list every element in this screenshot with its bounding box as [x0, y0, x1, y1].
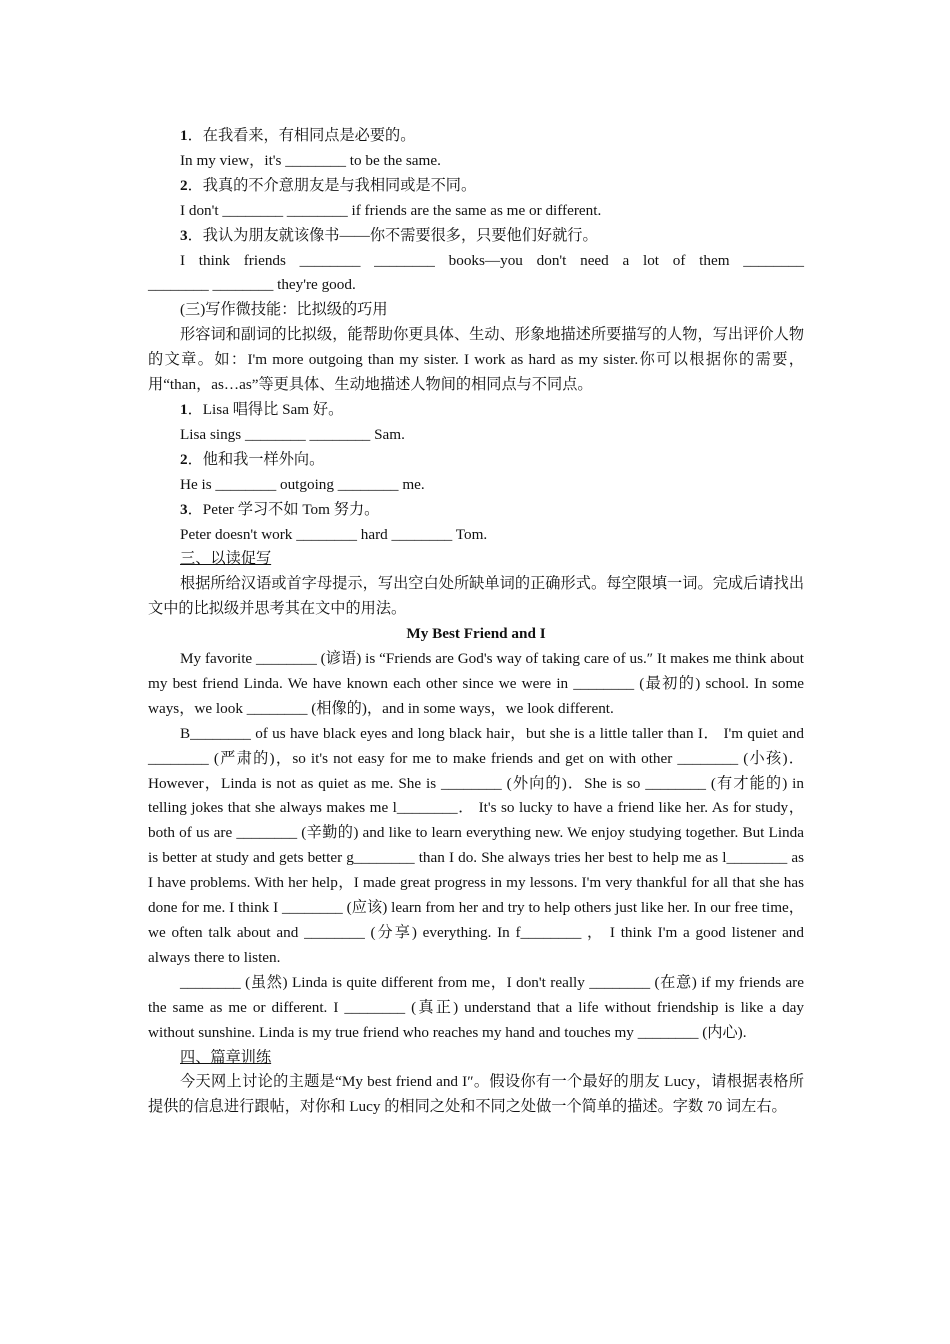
compare-item-3-cn: 3．Peter 学习不如 Tom 努力。: [180, 500, 380, 518]
translation-item-1-en: In my view，it's ________ to be the same.: [180, 151, 441, 169]
writing-skill-title: (三)写作微技能：比拟级的巧用: [180, 301, 388, 319]
compare-item-3-en: Peter doesn't work ________ hard ________ Tom.: [180, 525, 488, 543]
section-4-task: 今天网上讨论的主题是“My best friend and I″。假设你有一个最好的朋友 Lucy，请根据表格所提供的信息进行跟帖，对你和 Lucy 的相同之处和不同之处做一个简单的描述。字数 70 词左右。: [148, 1073, 804, 1116]
compare-item-1-en: Lisa sings ________ ________ Sam.: [180, 425, 405, 443]
translation-item-3-en-line1: I think friends ________ ________ books—you don't need a lot of them ________: [180, 251, 804, 269]
passage-title: My Best Friend and I: [406, 625, 546, 643]
passage-paragraph-3: ________ (虽然) Linda is quite different from me，I don't really ________ (在意) if my friends are the same as me or different. I ________ (真正) understand that a life without friendship is like a day without sunshine. Linda is my true friend who reaches my hand and touches my ________ (内心).: [148, 973, 804, 1041]
compare-item-2-en: He is ________ outgoing ________ me.: [180, 475, 425, 493]
translation-item-3-en-line2: ________ ________ they're good.: [148, 276, 356, 294]
compare-item-2-cn: 2．他和我一样外向。: [180, 450, 325, 468]
translation-item-2-cn: 2．我真的不介意朋友是与我相同或是不同。: [180, 176, 477, 194]
section-3-instructions: 根据所给汉语或首字母提示，写出空白处所缺单词的正确形式。每空限填一词。完成后请找出文中的比拟级并思考其在文中的用法。: [148, 575, 804, 618]
translation-item-2-en: I don't ________ ________ if friends are the same as me or different.: [180, 201, 602, 219]
document-content: [148, 124, 804, 1120]
passage-paragraph-1: My favorite ________ (谚语) is “Friends are God's way of taking care of us.″ It makes me think about my best friend Linda. We have known each other since we were in ________ (最初的) school. In some ways，we look ________ (相像的)，and in some ways，we look different.: [148, 650, 804, 717]
translation-item-1-cn: 1．在我看来，有相同点是必要的。: [180, 127, 416, 144]
section-4-heading: 四、篇章训练: [180, 1048, 272, 1066]
translation-item-3-cn: 3．我认为朋友就该像书——你不需要很多，只要他们好就行。: [180, 226, 598, 244]
passage-paragraph-2: B________ of us have black eyes and long black hair，but she is a little taller than I． I'm quiet and ________ (严肃的)，so it's not easy for me to make friends and get on with other ________ (小孩)．However，Linda is not as quiet as me. She is ________ (外向的)．She is so ________ (有才能的) in telling jokes that she always makes me l________． It's so lucky to have a friend like her. As for study， both of us are ________ (辛勤的) and like to learn everything new. We enjoy studying together. But Linda is better at study and gets better g________ than I do. She always tries her best to help me as l________ as I have problems. With her help，I made great progress in my lessons. I'm very thankful for all that she has done for me. I think I ________ (应该) learn from her and try to help others just like her. In our free time， we often talk about and ________ (分享) everything. In f________ ， I think I'm a good listener and always there to listen.: [148, 724, 804, 966]
section-3-heading: 三、以读促写: [180, 550, 272, 568]
writing-skill-description: 形容词和副词的比拟级，能帮助你更具体、生动、形象地描述所要描写的人物，写出评价人物的文章。如：I'm more outgoing than my sister. I work as hard as my sister.你可以根据你的需要，用“than，as…as”等更具体、生动地描述人物间的相同点与不同点。: [148, 326, 804, 394]
compare-item-1-cn: 1．Lisa 唱得比 Sam 好。: [180, 400, 344, 418]
